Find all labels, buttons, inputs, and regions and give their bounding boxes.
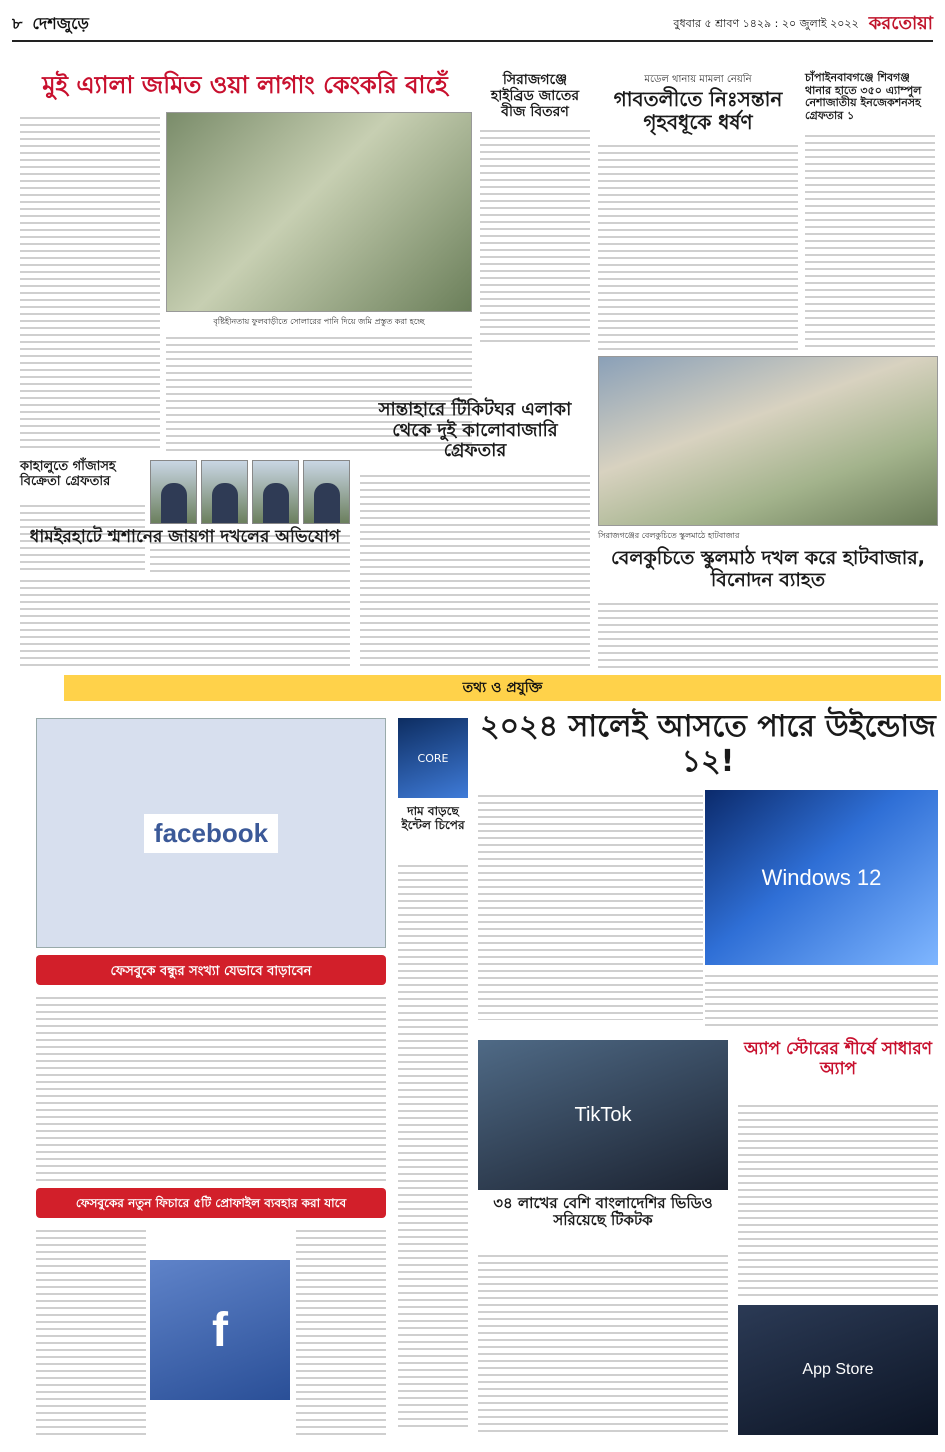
headline-seed: সিরাজগঞ্জে হাইব্রিড জাতের বীজ বিতরণ	[490, 72, 580, 121]
appstore-image: App Store	[738, 1305, 938, 1435]
headline-appstore: অ্যাপ স্টোরের শীর্ষে সাধারণ অ্যাপ	[743, 1039, 933, 1079]
section-bar	[64, 675, 941, 701]
headline-top-left: মুই এ্যালা জমিত ওয়া লাগাং কেংকরি বাহেঁ	[42, 71, 448, 99]
page-header	[12, 8, 933, 42]
photo-caption: সিরাজগঞ্জের বেলকুচিতে স্কুলমাঠে হাটবাজার	[598, 531, 740, 540]
section-name: দেশজুড়ে	[32, 13, 89, 33]
kicker: মডেল থানায় মামলা নেয়নি	[644, 74, 752, 85]
dateline: বুধবার ৫ শ্রাবণ ১৪২৯ : ২০ জুলাই ২০২২	[673, 16, 859, 30]
headline-chapai: চাঁপাইনবাবগঞ্জে শিবগঞ্জ থানার হাতে ৩৫০ এ্যাম্পুল নেশাজাতীয় ইনজেকশনসহ গ্রেফতার ১	[805, 71, 922, 122]
body-column	[705, 970, 938, 1030]
section-title: তথ্য ও প্রযুক্তি	[462, 680, 543, 696]
tiktok-image: TikTok	[478, 1040, 728, 1190]
police-photos	[150, 460, 350, 524]
headline-fb-friends: ফেসবুকে বন্ধুর সংখ্যা যেভাবে বাড়াবেন	[36, 955, 386, 985]
photo-field	[166, 112, 472, 312]
body-column	[480, 125, 590, 345]
facebook-logo: facebook	[144, 814, 278, 853]
intel-chip-image: CORE	[398, 718, 468, 798]
headline-gabtoli: গাবতলীতে নিঃসন্তান গৃহবধূকে ধর্ষণ	[613, 87, 783, 134]
body-column	[20, 112, 160, 452]
page-number: ৮	[12, 13, 23, 33]
headline-kahalu: কাহালুতে গাঁজাসহ বিক্রেতা গ্রেফতার	[20, 459, 116, 489]
body-column	[598, 598, 938, 670]
police-photo	[303, 460, 350, 524]
headline-windows: ২০২৪ সালেই আসতে পারে উইন্ডোজ ১২!	[480, 709, 936, 779]
body-column	[478, 790, 703, 1020]
masthead-logo: করতোয়া	[868, 12, 933, 34]
body-column	[398, 860, 468, 1430]
police-photo	[201, 460, 248, 524]
headline-santahar: সান্তাহারে টিকিটঘর এলাকা থেকে দুই কালোবাজারি গ্রেফতার	[378, 399, 572, 462]
body-column	[296, 1225, 386, 1435]
body-column	[478, 1250, 728, 1435]
headline-intel: দাম বাড়ছে ইন্টেল চিপের	[401, 804, 465, 832]
headline-tiktok: ৩৪ লাখের বেশি বাংলাদেশির ভিডিও সরিয়েছে টিকটক	[493, 1194, 713, 1230]
facebook-icon: f	[150, 1260, 290, 1400]
headline-fb-profile: ফেসবুকের নতুন ফিচারে ৫টি প্রোফাইল ব্যবহার করা যাবে	[36, 1188, 386, 1218]
photo-caption: বৃষ্টিহীনতায় ফুলবাড়ীতে সোলারের পানি দিয়ে জমি প্রস্তুত করা হচ্ছে	[213, 317, 425, 326]
body-column	[36, 1225, 146, 1435]
headline-dhamoirhat: ধামইরহাটে শ্মশানের জায়গা দখলের অভিযোগ	[29, 527, 341, 547]
body-column	[20, 575, 350, 670]
body-column	[598, 140, 798, 350]
police-photo	[252, 460, 299, 524]
body-column	[360, 470, 590, 670]
headline-belkuchi: বেলকুচিতে স্কুলমাঠ দখল করে হাটবাজার, বিনোদন ব্যাহত	[611, 547, 925, 591]
body-column	[805, 130, 935, 350]
police-photo	[150, 460, 197, 524]
photo-school-field	[598, 356, 938, 526]
windows12-image: Windows 12	[705, 790, 938, 965]
facebook-collage	[36, 718, 386, 948]
body-column	[738, 1100, 938, 1300]
body-column	[36, 992, 386, 1182]
